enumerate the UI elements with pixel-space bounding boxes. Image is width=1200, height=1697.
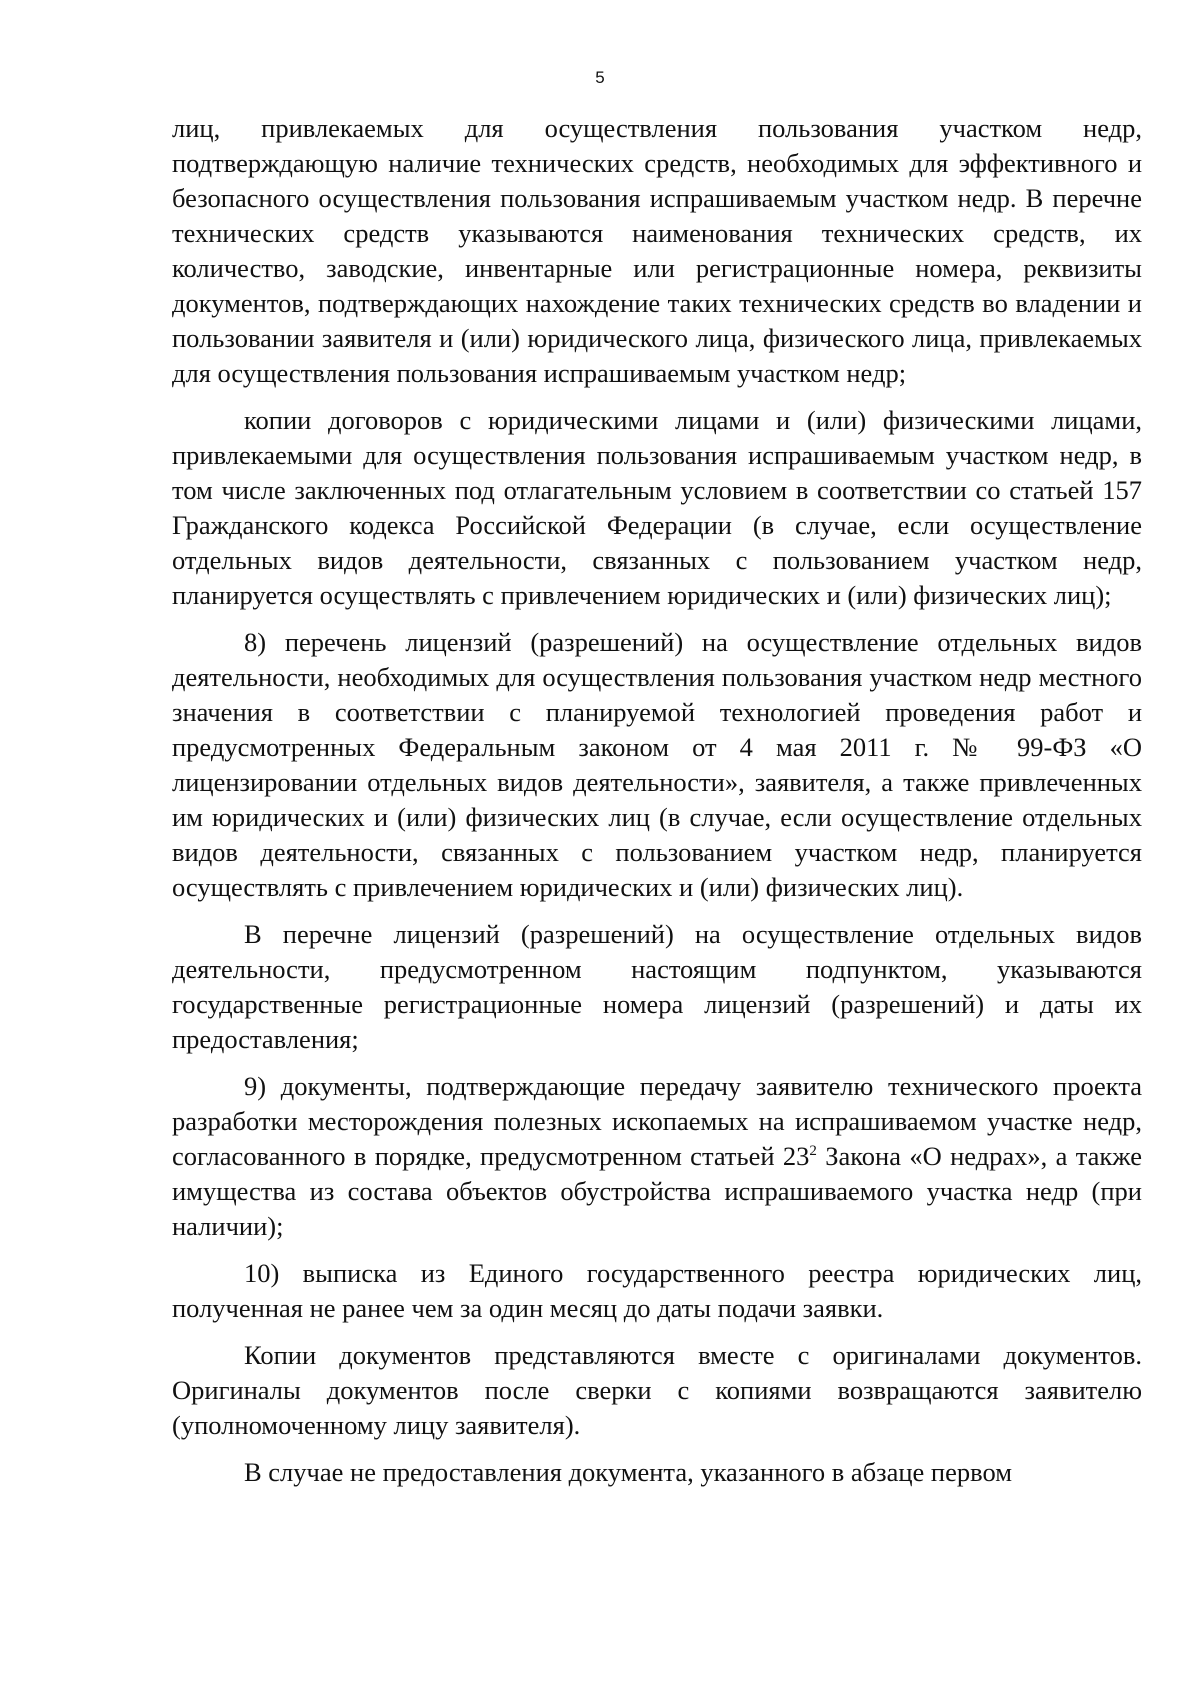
- paragraph-license-registration-numbers: В перечне лицензий (разрешений) на осуществление отдельных видов деятельности, предусмотренном настоящим подпунктом, указываются государственные регистрационные номера лицензий (разрешений) и даты их предоставления;: [172, 919, 1142, 1054]
- paragraph-contract-copies: копии договоров с юридическими лицами и (или) физическими лицами, привлекаемыми для осуществления пользования испрашиваемым участком недр, в том числе заключенных под отлагательным условием в соответствии со статьей 157 Гражданского кодекса Российской Федерации (в случае, если осуществление отдельных видов деятельности, связанных с пользованием участком недр, планируется осуществлять с привлечением юридических и (или) физических лиц);: [172, 405, 1142, 610]
- item-9-text-start: 9) документы, подтверждающие передачу заявителю технического проекта разработки месторождения полезных ископаемых на испрашиваемом участке недр, согласованного в порядке, предусмотренном статьей 23: [172, 1071, 1142, 1171]
- article-superscript: 2: [809, 1143, 817, 1160]
- page-number: 5: [595, 68, 605, 87]
- document-body: [172, 111, 1142, 1502]
- paragraph-item-8-licenses: 8) перечень лицензий (разрешений) на осуществление отдельных видов деятельности, необходимых для осуществления пользования участком недр местного значения в соответствии с планируемой технологией проведения работ и предусмотренных Федеральным законом от 4 мая 2011 г. № 99-ФЗ «О лицензировании отдельных видов деятельности», заявителя, а также привлеченных им юридических и (или) физических лиц (в случае, если осуществление отдельных видов деятельности, связанных с пользованием участком недр, планируется осуществлять с привлечением юридических и (или) физических лиц).: [172, 627, 1142, 902]
- paragraph-non-provision: В случае не предоставления документа, указанного в абзаце первом: [244, 1457, 1012, 1487]
- paragraph-document-copies: Копии документов представляются вместе с оригиналами документов. Оригиналы документов после сверки с копиями возвращаются заявителю (уполномоченному лицу заявителя).: [172, 1340, 1142, 1440]
- item-9-text-end: Закона «О недрах», а также имущества из состава объектов обустройства испрашиваемого участка недр (при наличии);: [172, 1141, 1143, 1241]
- paragraph-technical-means-list: лиц, привлекаемых для осуществления пользования участком недр, подтверждающую наличие технических средств, необходимых для эффективного и безопасного осуществления пользования испрашиваемым участком недр. В перечне технических средств указываются наименования технических средств, их количество, заводские, инвентарные или регистрационные номера, реквизиты документов, подтверждающих нахождение таких технических средств во владении и пользовании заявителя и (или) юридического лица, физического лица, привлекаемых для осуществления пользования испрашиваемым участком недр;: [172, 113, 1142, 388]
- paragraph-item-10-registry-extract: 10) выписка из Единого государственного реестра юридических лиц, полученная не ранее чем за один месяц до даты подачи заявки.: [172, 1258, 1142, 1323]
- paragraph-item-9-documents: [172, 1069, 1142, 1244]
